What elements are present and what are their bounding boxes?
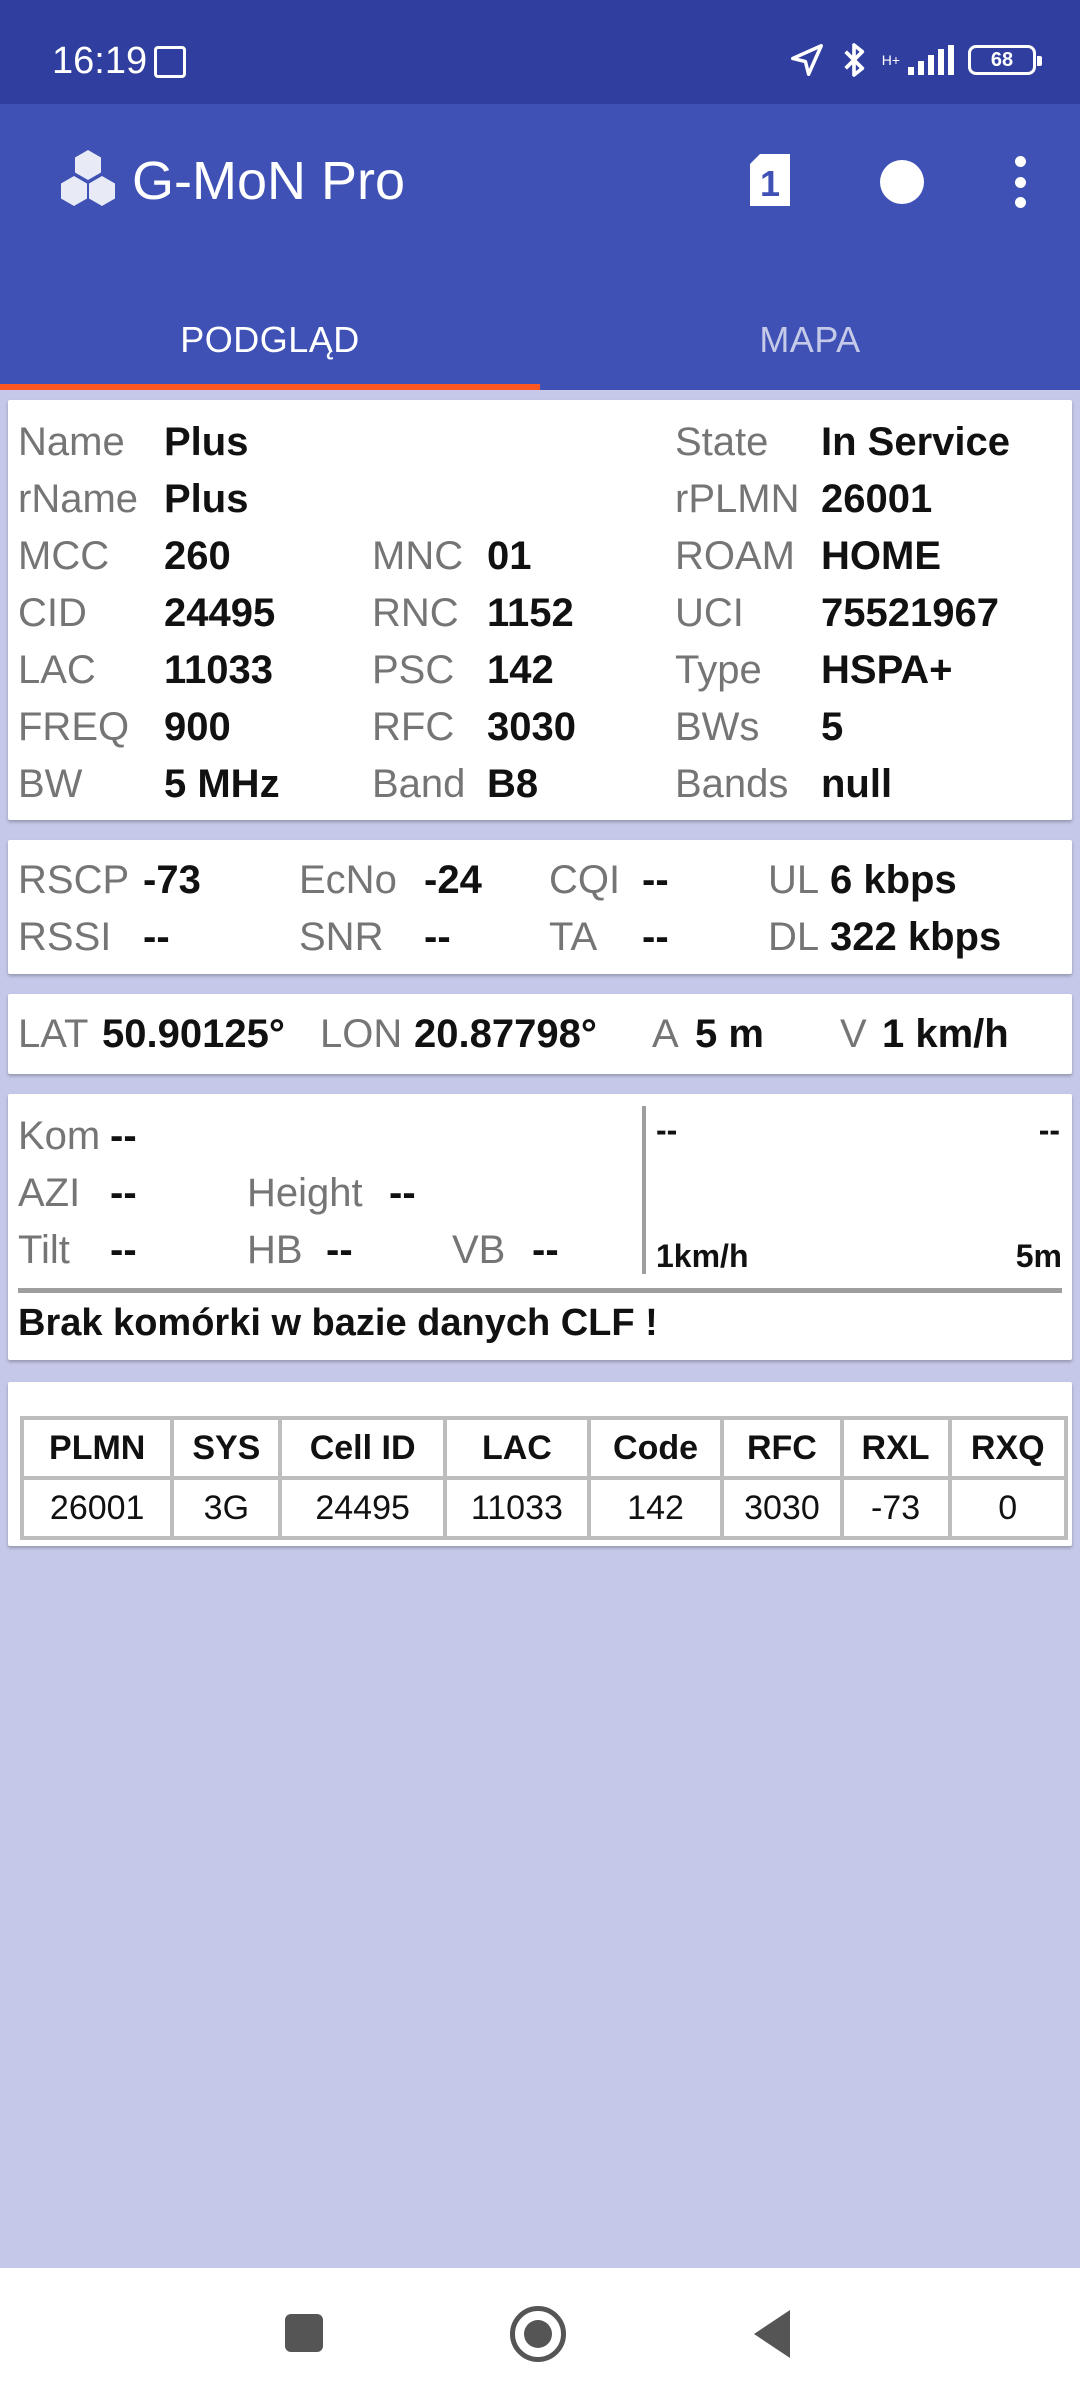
name-label: Name (18, 420, 125, 464)
table-row (22, 1478, 1066, 1538)
col-sys-header: SYS (172, 1418, 280, 1478)
bands-value: null (821, 762, 893, 806)
cqi-label: CQI (549, 858, 621, 902)
velocity-label: V (840, 1012, 867, 1056)
graph-top-right: -- (1038, 1112, 1060, 1148)
kom-value: -- (110, 1114, 137, 1158)
mnc-label: MNC (372, 534, 464, 578)
ta-label: TA (549, 915, 598, 959)
type-label: Type (675, 648, 762, 692)
rnc-label: RNC (372, 591, 459, 635)
back-button[interactable] (754, 2310, 790, 2358)
rplmn-value: 26001 (821, 477, 933, 521)
status-time: 16:19 (52, 40, 148, 82)
table-cell: 3030 (722, 1478, 841, 1538)
lat-value: 50.90125° (102, 1012, 285, 1056)
cqi-value: -- (642, 858, 669, 902)
graph-top-left: -- (656, 1112, 678, 1148)
band-label: Band (372, 762, 466, 806)
tab-podglad[interactable]: PODGLĄD (180, 319, 360, 360)
tilt-label: Tilt (18, 1228, 70, 1272)
type-value: HSPA+ (821, 648, 953, 692)
snr-label: SNR (299, 915, 384, 959)
antenna-card (8, 1094, 1072, 1360)
bws-label: BWs (675, 705, 760, 749)
table-cell: -73 (842, 1478, 950, 1538)
altitude-value: 5 m (695, 1012, 764, 1056)
bws-value: 5 (821, 705, 844, 749)
roam-label: ROAM (675, 534, 795, 578)
app-title: G-MoN Pro (132, 151, 406, 211)
table-cell: 11033 (445, 1478, 589, 1538)
vb-label: VB (452, 1228, 506, 1272)
bw-label: BW (18, 762, 83, 806)
neighbors-card (8, 1382, 1072, 1546)
ul-value: 6 kbps (830, 858, 957, 902)
tab-bar (0, 290, 1080, 390)
col-cellid-header: Cell ID (280, 1418, 445, 1478)
sim-card-icon[interactable] (746, 152, 794, 208)
record-button[interactable] (880, 160, 924, 204)
sim-number: 1 (759, 163, 781, 204)
col-rxq-header: RXQ (950, 1418, 1067, 1478)
kom-label: Kom (18, 1114, 101, 1158)
tilt-value: -- (110, 1228, 137, 1272)
height-label: Height (247, 1171, 363, 1215)
screen-record-icon (154, 46, 186, 78)
col-lac-header: LAC (445, 1418, 589, 1478)
rscp-value: -73 (143, 858, 201, 902)
azi-label: AZI (18, 1171, 81, 1215)
table-cell: 0 (950, 1478, 1067, 1538)
rname-value: Plus (164, 477, 249, 521)
ul-label: UL (768, 858, 820, 902)
col-rfc-header: RFC (722, 1418, 841, 1478)
more-options-icon[interactable] (1000, 156, 1040, 208)
lon-value: 20.87798° (414, 1012, 597, 1056)
network-type: H+ (881, 52, 900, 68)
battery-level: 68 (990, 48, 1014, 71)
recents-button[interactable] (285, 2314, 323, 2352)
app-logo-icon (52, 146, 124, 218)
uci-label: UCI (675, 591, 744, 635)
home-button[interactable] (510, 2306, 566, 2362)
rname-label: rName (18, 477, 139, 521)
location-icon (788, 41, 826, 79)
ecno-value: -24 (424, 858, 482, 902)
tab-mapa[interactable]: MAPA (759, 319, 861, 360)
mnc-value: 01 (487, 534, 532, 578)
state-label: State (675, 420, 769, 464)
system-nav-bar (0, 2268, 1080, 2400)
speed-value: 1km/h (656, 1238, 749, 1274)
divider-vertical (642, 1106, 646, 1274)
lac-label: LAC (18, 648, 96, 692)
neighbors-table (20, 1416, 1068, 1540)
ta-value: -- (642, 915, 669, 959)
rscp-label: RSCP (18, 858, 130, 902)
signal-card (8, 840, 1072, 974)
rfc-label: RFC (372, 705, 455, 749)
bluetooth-icon (840, 40, 868, 80)
freq-value: 900 (164, 705, 231, 749)
clf-message: Brak komórki w bazie danych CLF ! (18, 1302, 658, 1344)
cid-label: CID (18, 591, 87, 635)
freq-label: FREQ (18, 705, 130, 749)
table-cell: 142 (589, 1478, 722, 1538)
velocity-value: 1 km/h (882, 1012, 1009, 1056)
azi-value: -- (110, 1171, 137, 1215)
battery-icon (968, 45, 1036, 75)
ecno-label: EcNo (299, 858, 397, 902)
snr-value: -- (424, 915, 451, 959)
table-header-row (22, 1418, 1066, 1478)
table-cell: 3G (172, 1478, 280, 1538)
state-value: In Service (821, 420, 1011, 464)
rnc-value: 1152 (487, 591, 574, 635)
bands-label: Bands (675, 762, 789, 806)
band-value: B8 (487, 762, 539, 806)
name-value: Plus (164, 420, 249, 464)
uci-value: 75521967 (821, 591, 999, 635)
mcc-label: MCC (18, 534, 110, 578)
col-plmn-header: PLMN (22, 1418, 172, 1478)
lat-label: LAT (18, 1012, 89, 1056)
col-code-header: Code (589, 1418, 722, 1478)
status-bar (0, 0, 1080, 104)
vb-value: -- (532, 1228, 559, 1272)
dl-value: 322 kbps (830, 915, 1002, 959)
psc-value: 142 (487, 648, 554, 692)
rssi-label: RSSI (18, 915, 112, 959)
table-cell: 26001 (22, 1478, 172, 1538)
mcc-value: 260 (164, 534, 231, 578)
cid-value: 24495 (164, 591, 276, 635)
col-rxl-header: RXL (842, 1418, 950, 1478)
tab-indicator (0, 384, 540, 390)
status-icons (788, 38, 1036, 82)
signal-icon (908, 45, 954, 75)
altitude-label: A (652, 1012, 679, 1056)
rfc-value: 3030 (487, 705, 576, 749)
accuracy-value: 5m (1015, 1238, 1062, 1274)
divider-horizontal (18, 1288, 1062, 1293)
height-value: -- (389, 1171, 416, 1215)
table-cell: 24495 (280, 1478, 445, 1538)
psc-label: PSC (372, 648, 455, 692)
rssi-value: -- (143, 915, 170, 959)
lac-value: 11033 (164, 648, 274, 692)
location-card (8, 994, 1072, 1074)
hb-label: HB (247, 1228, 303, 1272)
bw-value: 5 MHz (164, 762, 280, 806)
cell-info-card (8, 400, 1072, 820)
app-bar (0, 104, 1080, 390)
hb-value: -- (326, 1228, 353, 1272)
rplmn-label: rPLMN (675, 477, 800, 521)
dl-label: DL (768, 915, 820, 959)
roam-value: HOME (821, 534, 941, 578)
lon-label: LON (320, 1012, 403, 1056)
